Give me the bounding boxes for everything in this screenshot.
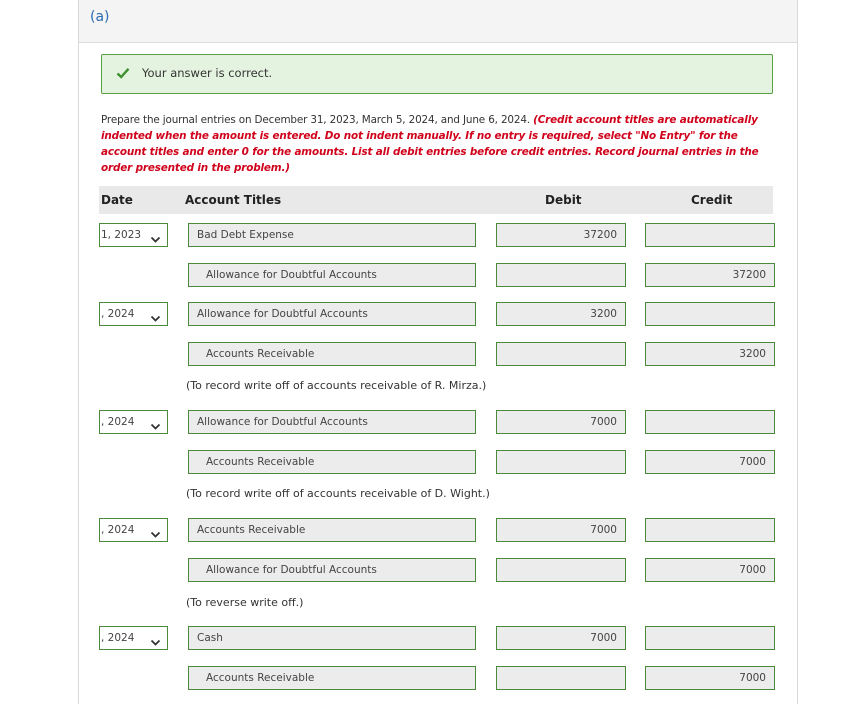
debit-account-field[interactable] [188, 626, 476, 650]
header-account-titles: Account Titles [185, 193, 282, 207]
date-value: 1, 2023 [101, 229, 142, 241]
debit-amount-input[interactable] [496, 518, 626, 542]
credit-account-value: Accounts Receivable [206, 456, 315, 468]
credit-account-value: Allowance for Doubtful Accounts [206, 564, 377, 576]
date-value: , 2024 [101, 632, 135, 644]
debit-account-field[interactable] [188, 410, 476, 434]
credit-amount-input[interactable] [645, 626, 775, 650]
credit-account-value: Accounts Receivable [206, 672, 315, 684]
feedback-text: Your answer is correct. [142, 66, 273, 80]
header-credit: Credit [691, 193, 733, 207]
part-label: (a) [90, 9, 110, 25]
credit-amount-input[interactable] [645, 518, 775, 542]
credit-amount-input[interactable] [645, 558, 775, 582]
debit-account-value: Allowance for Doubtful Accounts [197, 416, 368, 428]
credit-amount-input[interactable] [645, 223, 775, 247]
debit-account-value: Bad Debt Expense [197, 229, 294, 241]
instructions-note: (Credit account titles are automatically indented when the amount is entered. Do not indent manually. If no entry is required, select "No Entry" for the account titles and enter 0 for the amounts. List all debit entries before credit entries. Record journal entries in the order presented in the problem.) [101, 114, 759, 174]
credit-amount-value: 7000 [739, 672, 766, 684]
credit-amount-value: 7000 [739, 456, 766, 468]
instructions [101, 112, 781, 176]
credit-account-field[interactable] [188, 263, 476, 287]
chevron-down-icon [150, 417, 161, 428]
panel-right-border [797, 0, 798, 704]
debit-amount-input[interactable] [496, 263, 626, 287]
debit-amount-input[interactable] [496, 410, 626, 434]
instructions-text: Prepare the journal entries on December 31, 2023, March 5, 2024, and June 6, 2024. [101, 114, 534, 126]
debit-amount-input[interactable] [496, 666, 626, 690]
date-select[interactable] [99, 626, 168, 650]
debit-amount-value: 3200 [590, 308, 617, 320]
debit-amount-value: 7000 [590, 632, 617, 644]
entry-memo: (To record write off of accounts receivable of R. Mirza.) [186, 379, 487, 392]
date-value: , 2024 [101, 416, 135, 428]
debit-account-value: Cash [197, 632, 223, 644]
credit-amount-input[interactable] [645, 450, 775, 474]
date-select[interactable] [99, 302, 168, 326]
debit-amount-value: 7000 [590, 524, 617, 536]
header-debit: Debit [545, 193, 582, 207]
credit-account-field[interactable] [188, 342, 476, 366]
debit-amount-input[interactable] [496, 223, 626, 247]
panel-left-border [78, 0, 79, 704]
chevron-down-icon [150, 633, 161, 644]
debit-account-field[interactable] [188, 518, 476, 542]
debit-amount-value: 37200 [583, 229, 617, 241]
debit-account-value: Allowance for Doubtful Accounts [197, 308, 368, 320]
credit-amount-input[interactable] [645, 342, 775, 366]
credit-account-value: Allowance for Doubtful Accounts [206, 269, 377, 281]
debit-account-value: Accounts Receivable [197, 524, 306, 536]
credit-amount-input[interactable] [645, 302, 775, 326]
debit-amount-input[interactable] [496, 342, 626, 366]
debit-amount-input[interactable] [496, 302, 626, 326]
credit-amount-input[interactable] [645, 263, 775, 287]
date-select[interactable] [99, 410, 168, 434]
chevron-down-icon [150, 230, 161, 241]
chevron-down-icon [150, 309, 161, 320]
date-value: , 2024 [101, 524, 135, 536]
debit-amount-input[interactable] [496, 558, 626, 582]
debit-account-field[interactable] [188, 223, 476, 247]
date-select[interactable] [99, 518, 168, 542]
credit-amount-value: 37200 [732, 269, 766, 281]
entry-memo: (To record write off of accounts receivable of D. Wight.) [186, 487, 490, 500]
credit-account-field[interactable] [188, 558, 476, 582]
date-value: , 2024 [101, 308, 135, 320]
credit-account-value: Accounts Receivable [206, 348, 315, 360]
debit-amount-input[interactable] [496, 450, 626, 474]
credit-amount-input[interactable] [645, 410, 775, 434]
credit-account-field[interactable] [188, 666, 476, 690]
debit-amount-input[interactable] [496, 626, 626, 650]
credit-amount-value: 3200 [739, 348, 766, 360]
credit-account-field[interactable] [188, 450, 476, 474]
journal-table-header [99, 186, 773, 214]
chevron-down-icon [150, 525, 161, 536]
header-date: Date [101, 193, 133, 207]
date-select[interactable] [99, 223, 168, 247]
credit-amount-input[interactable] [645, 666, 775, 690]
debit-account-field[interactable] [188, 302, 476, 326]
credit-amount-value: 7000 [739, 564, 766, 576]
debit-amount-value: 7000 [590, 416, 617, 428]
checkmark-icon [116, 66, 130, 80]
part-header [79, 0, 797, 43]
feedback-banner [101, 54, 773, 94]
entry-memo: (To reverse write off.) [186, 596, 304, 609]
